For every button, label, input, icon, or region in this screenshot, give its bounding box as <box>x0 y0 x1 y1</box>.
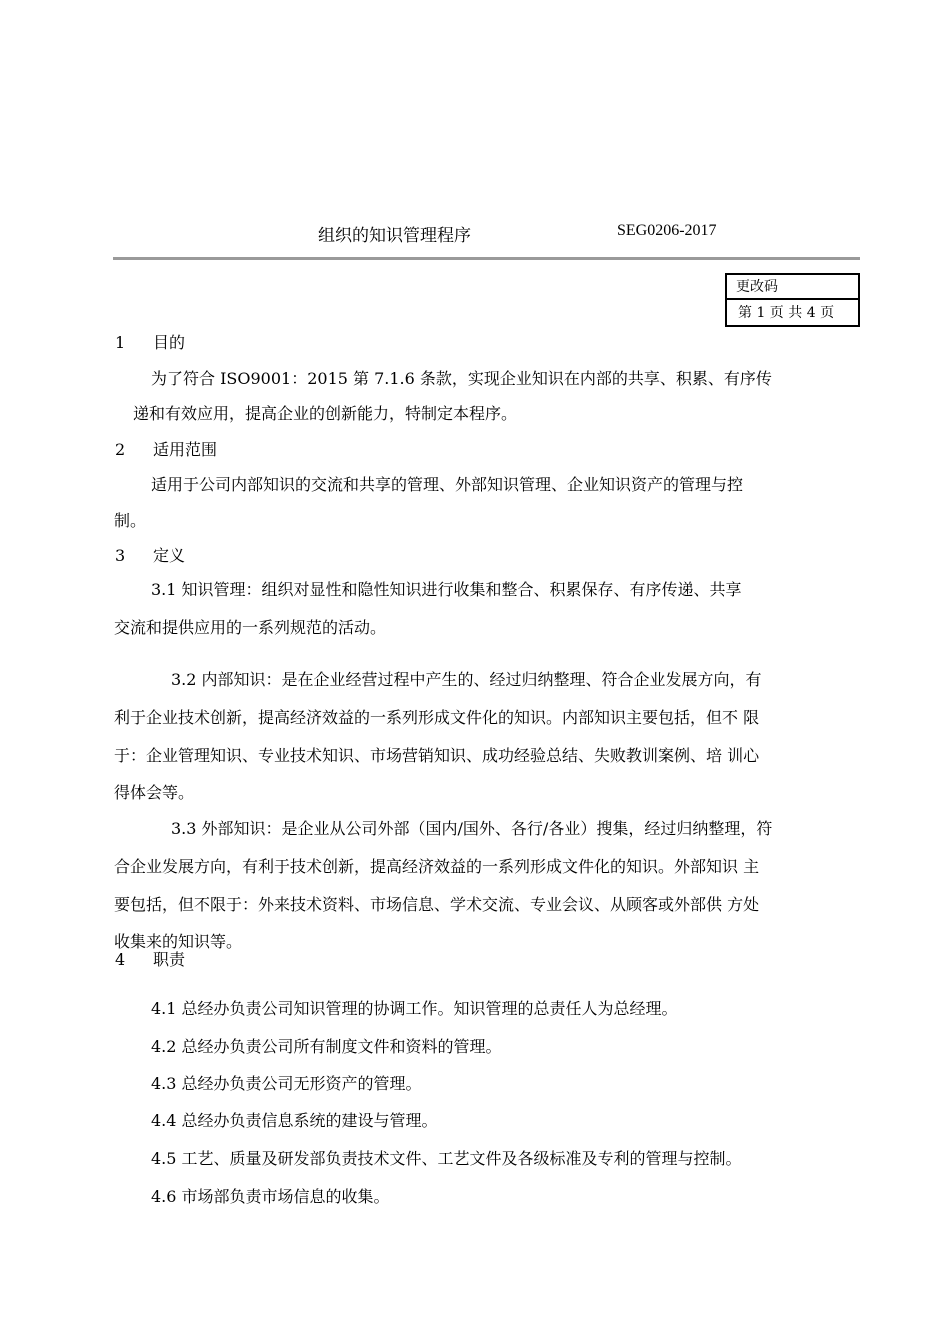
list-item: 4.2 总经办负责公司所有制度文件和资料的管理。 <box>151 1037 502 1056</box>
document-title: 组织的知识管理程序 <box>318 226 471 246</box>
document-number: SEG0206-2017 <box>617 222 717 239</box>
list-item: 4.3 总经办负责公司无形资产的管理。 <box>151 1074 422 1093</box>
paragraph-line: 于：企业管理知识、专业技术知识、市场营销知识、成功经验总结、失败教训案例、培 训心 <box>114 746 760 765</box>
list-item: 4.4 总经办负责信息系统的建设与管理。 <box>151 1111 438 1130</box>
list-item: 4.5 工艺、质量及研发部负责技术文件、工艺文件及各级标准及专利的管理与控制。 <box>151 1149 742 1168</box>
paragraph-line: 3.3 外部知识：是企业从公司外部（国内/国外、各行/各业）搜集，经过归纳整理，符 <box>171 819 773 838</box>
paragraph-line: 收集来的知识等。 <box>114 932 243 951</box>
paragraph-line: 3.1 知识管理：组织对显性和隐性知识进行收集和整合、积累保存、有序传递、共享 <box>151 580 742 599</box>
paragraph-line: 适用于公司内部知识的交流和共享的管理、外部知识管理、企业知识资产的管理与控 <box>151 475 744 494</box>
header-divider <box>113 257 860 260</box>
change-code-box <box>725 273 860 327</box>
section-title: 职责 <box>153 950 186 969</box>
paragraph-line: 递和有效应用，提高企业的创新能力，特制定本程序。 <box>133 404 518 423</box>
paragraph-line: 为了符合 ISO9001：2015 第 7.1.6 条款，实现企业知识在内部的共享、积累、有序传 <box>151 369 772 388</box>
change-code-label: 更改码 <box>727 275 858 300</box>
section-number: 3 <box>115 546 126 565</box>
section-title: 定义 <box>153 546 186 565</box>
list-item: 4.1 总经办负责公司知识管理的协调工作。知识管理的总责任人为总经理。 <box>151 999 678 1018</box>
paragraph-line: 制。 <box>114 511 147 530</box>
section-title: 目的 <box>153 333 186 352</box>
section-title: 适用范围 <box>153 440 218 459</box>
section-number: 1 <box>115 333 126 352</box>
paragraph-line: 3.2 内部知识：是在企业经营过程中产生的、经过归纳整理、符合企业发展方向，有 <box>171 670 762 689</box>
paragraph-line: 得体会等。 <box>114 783 195 802</box>
section-number: 4 <box>115 950 126 969</box>
paragraph-line: 要包括，但不限于：外来技术资料、市场信息、学术交流、专业会议、从顾客或外部供 方处 <box>114 895 760 914</box>
paragraph-line: 利于企业技术创新，提高经济效益的一系列形成文件化的知识。内部知识主要包括，但不 限 <box>114 708 760 727</box>
page-info: 第 1 页 共 4 页 <box>738 305 835 321</box>
paragraph-line: 合企业发展方向，有利于技术创新，提高经济效益的一系列形成文件化的知识。外部知识 主 <box>114 857 760 876</box>
list-item: 4.6 市场部负责市场信息的收集。 <box>151 1187 390 1206</box>
paragraph-line: 交流和提供应用的一系列规范的活动。 <box>114 618 387 637</box>
section-number: 2 <box>115 440 126 459</box>
